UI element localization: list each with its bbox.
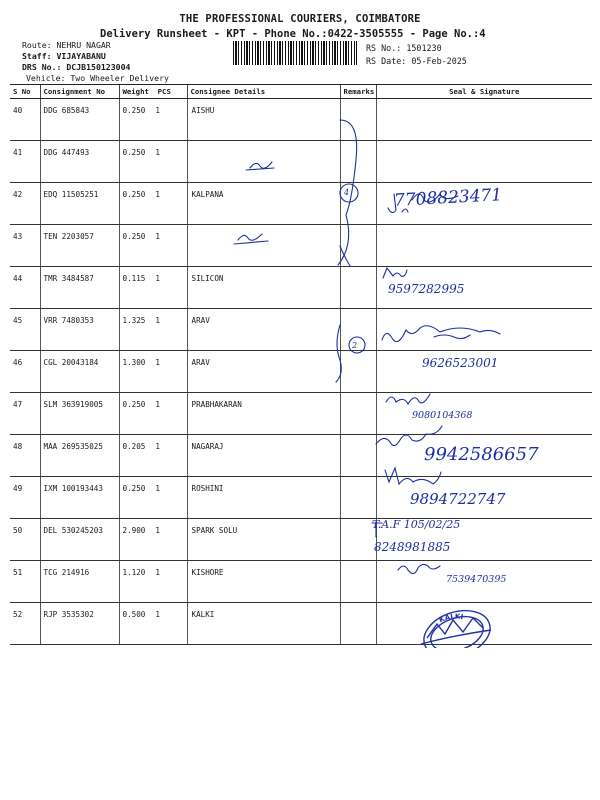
row-consignee: SILICON (187, 267, 340, 309)
row-remarks (340, 393, 376, 435)
table-row (10, 351, 592, 393)
row-weight-pcs (119, 183, 187, 225)
row-weight-pcs (119, 309, 187, 351)
row-pcs: 1 (155, 274, 160, 283)
row-weight-pcs (119, 99, 187, 141)
row-seal-signature (376, 99, 592, 141)
row-pcs: 1 (155, 610, 160, 619)
row-consignment-no: MAA 269535025 (40, 435, 119, 477)
route-label: Route: NEHRU NAGAR (22, 40, 111, 50)
row-pcs: 1 (155, 526, 160, 535)
roshini-phone: 9894722747 (410, 490, 506, 508)
row-weight-pcs (119, 393, 187, 435)
row-sno: 50 (10, 519, 40, 561)
row-sno: 49 (10, 477, 40, 519)
spark-note: T.A.F 105/02/25 (372, 518, 461, 531)
row-remarks (340, 141, 376, 183)
spark-phone: 8248981885 (374, 540, 451, 554)
row-pcs: 1 (155, 148, 160, 157)
table-row (10, 393, 592, 435)
row-consignee: AISHU (187, 99, 340, 141)
row-weight-pcs (119, 435, 187, 477)
remark-count-1: 4 (344, 188, 350, 197)
table-row (10, 183, 592, 225)
row-consignment-no: TEN 2203057 (40, 225, 119, 267)
row-consignment-no: DDG 685843 (40, 99, 119, 141)
row-remarks (340, 561, 376, 603)
row-sno: 48 (10, 435, 40, 477)
row-weight-pcs (119, 267, 187, 309)
row-pcs: 1 (155, 442, 160, 451)
row-sno: 44 (10, 267, 40, 309)
row-consignment-no: VRR 7480353 (40, 309, 119, 351)
table-row (10, 225, 592, 267)
rs-number: RS No.: 1501230 (366, 43, 442, 53)
row-weight-pcs (119, 477, 187, 519)
row-seal-signature (376, 393, 592, 435)
table-row (10, 141, 592, 183)
row-weight-pcs (119, 519, 187, 561)
row-consignment-no: CGL 20043184 (40, 351, 119, 393)
row-weight: 0.115 (122, 274, 146, 283)
vehicle-label: Vehicle: Two Wheeler Delivery (26, 73, 169, 83)
row-weight-pcs (119, 225, 187, 267)
row-consignee: SPARK SOLU (187, 519, 340, 561)
row-sno: 45 (10, 309, 40, 351)
row-pcs: 1 (155, 484, 160, 493)
row-consignment-no: SLM 363919005 (40, 393, 119, 435)
row-pcs: 1 (155, 358, 160, 367)
row-consignment-no: IXM 100193443 (40, 477, 119, 519)
row-consignee: NAGARAJ (187, 435, 340, 477)
drs-label: DRS No.: DCJB150123004 (22, 62, 131, 72)
row-pcs: 1 (155, 106, 160, 115)
table-row (10, 519, 592, 561)
row-weight: 0.205 (122, 442, 146, 451)
row-weight-pcs (119, 141, 187, 183)
row-weight: 0.250 (122, 400, 146, 409)
rs-date: RS Date: 05-Feb-2025 (366, 56, 467, 66)
row-remarks (340, 519, 376, 561)
row-sno: 40 (10, 99, 40, 141)
row-weight: 0.250 (122, 106, 146, 115)
row-consignee: KISHORE (187, 561, 340, 603)
row-consignee: PRABHAKARAN (187, 393, 340, 435)
silicon-phone: 9597282995 (388, 282, 465, 296)
row-consignee: ARAV (187, 351, 340, 393)
row-consignment-no: DDG 447493 (40, 141, 119, 183)
row-sno: 51 (10, 561, 40, 603)
col-consignee: Consignee Details (187, 85, 340, 99)
row-sno: 47 (10, 393, 40, 435)
col-remarks: Remarks (340, 85, 376, 99)
row-pcs: 1 (155, 568, 160, 577)
col-consignment: Consignment No (40, 85, 119, 99)
col-seal-signature: Seal & Signature (376, 85, 592, 99)
row-weight: 0.500 (122, 610, 146, 619)
row-consignee (187, 141, 340, 183)
table-header-row (10, 85, 592, 99)
row-weight-pcs (119, 561, 187, 603)
stamp-text: KALKI (437, 612, 464, 625)
row-weight: 0.250 (122, 190, 146, 199)
row-remarks (340, 477, 376, 519)
row-consignee: KALKI (187, 603, 340, 645)
row-consignee: ARAV (187, 309, 340, 351)
remark-count-2: 2 (352, 341, 358, 350)
row-consignee: KALPANA (187, 183, 340, 225)
row-weight: 0.250 (122, 148, 146, 157)
row-weight: 1.300 (122, 358, 146, 367)
row-consignee: ROSHINI (187, 477, 340, 519)
row-remarks (340, 351, 376, 393)
col-weight-pcs: Weight PCS (119, 85, 187, 99)
runsheet-subtitle: Delivery Runsheet - KPT - Phone No.:0422-3505555 - Page No.:4 (100, 28, 486, 40)
barcode (233, 41, 357, 65)
table-row (10, 309, 592, 351)
row-seal-signature (376, 225, 592, 267)
row-remarks (340, 435, 376, 477)
row-weight: 2.900 (122, 526, 146, 535)
row-weight-pcs (119, 351, 187, 393)
row-consignment-no: RJP 3535302 (40, 603, 119, 645)
kalpana-phone: 7708823471 (393, 185, 503, 211)
kishore-phone: 7539470395 (446, 574, 507, 585)
staff-label: Staff: VIJAYABANU (22, 51, 106, 61)
row-weight: 0.250 (122, 232, 146, 241)
company-title: THE PROFESSIONAL COURIERS, COIMBATORE (179, 13, 421, 25)
row-sno: 42 (10, 183, 40, 225)
nagaraj-phone: 9942586657 (424, 444, 539, 465)
row-consignment-no: TMR 3484587 (40, 267, 119, 309)
row-weight: 1.325 (122, 316, 146, 325)
row-remarks (340, 603, 376, 645)
table-row (10, 267, 592, 309)
row-remarks (340, 99, 376, 141)
table-row (10, 603, 592, 645)
row-seal-signature (376, 141, 592, 183)
row-pcs: 1 (155, 232, 160, 241)
row-sno: 52 (10, 603, 40, 645)
row-remarks (340, 225, 376, 267)
table-row (10, 99, 592, 141)
row-consignee (187, 225, 340, 267)
row-sno: 46 (10, 351, 40, 393)
col-sno: S No (10, 85, 40, 99)
row-consignment-no: EDQ 11505251 (40, 183, 119, 225)
row-seal-signature (376, 309, 592, 351)
row-remarks (340, 267, 376, 309)
row-pcs: 1 (155, 316, 160, 325)
runsheet-table (10, 84, 592, 645)
row-remarks (340, 309, 376, 351)
prabhakaran-phone: 9080104368 (412, 410, 473, 421)
row-sno: 41 (10, 141, 40, 183)
row-consignment-no: TCG 214916 (40, 561, 119, 603)
row-consignment-no: DEL 530245203 (40, 519, 119, 561)
row-weight: 1.120 (122, 568, 146, 577)
row-weight: 0.250 (122, 484, 146, 493)
kalki-stamp (413, 598, 497, 648)
row-weight-pcs (119, 603, 187, 645)
row-pcs: 1 (155, 190, 160, 199)
row-sno: 43 (10, 225, 40, 267)
row-pcs: 1 (155, 400, 160, 409)
arav-phone: 9626523001 (422, 356, 499, 370)
